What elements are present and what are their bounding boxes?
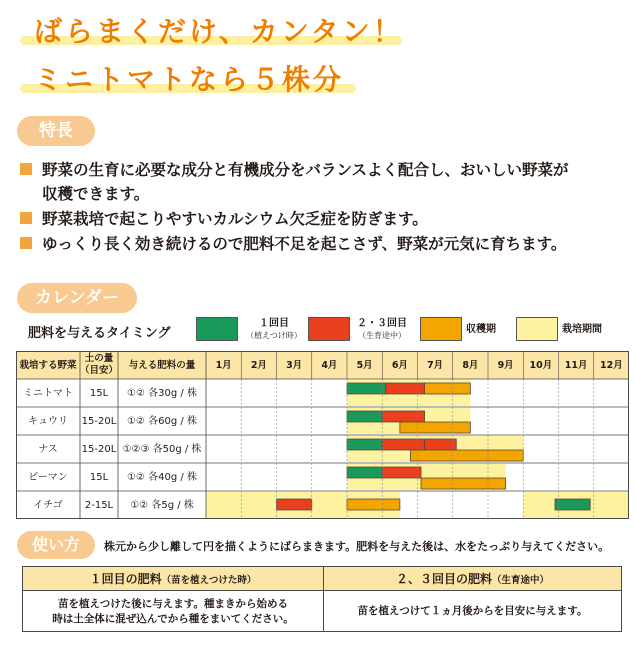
row-soil-1: 15-20L [81,416,117,427]
row-soil-0: 15L [89,388,109,399]
usage-text: 株元から少し離して円を描くようにばらまきます。肥料を与えた後は、水をたっぷり与えてください。 [104,540,610,553]
second-fertilizer-title: ２、３回目の肥料 [395,572,492,586]
bar-second-0-1 [386,383,425,394]
feature-item-2 [20,207,428,231]
first-fertilizer-line-2: 時は土全体に混ぜ込んでから種をまいてください。 [52,612,294,625]
second-fertilizer-header [324,567,621,591]
bar-first-4-2 [555,499,590,510]
legend-label-cultivation: 栽培期間 [562,324,602,335]
feature-1-line-2: 収穫できます。 [42,185,150,203]
header-month-2: 2月 [250,360,267,371]
bar-first-0-0 [347,383,386,394]
legend-label-first [244,318,304,342]
row-crop-0: ミニトマト [23,388,73,399]
header-month-7: 7月 [427,360,444,371]
legend-label-second [352,318,412,342]
headline-line-1: ばらまくだけ、カンタン！ [34,15,404,48]
first-fertilizer-body [23,591,323,632]
bullet-square-icon [20,163,32,175]
row-crop-1: キュウリ [28,416,68,427]
header-month-3: 3月 [286,360,303,371]
feature-1-line-1: 野菜の生育に必要な成分と有機成分をバランスよく配合し、おいしい野菜が [42,161,569,179]
legend-second-sub: （生育途中） [358,331,406,340]
bar-harvest-4-1 [347,499,400,510]
timing-label: 肥料を与えるタイミング [28,326,171,341]
calendar-table [16,351,629,519]
bar-second-2-1 [382,439,424,450]
header-crop: 栽培する野菜 [19,360,77,371]
header-month-9: 9月 [497,360,514,371]
header-month-4: 4月 [321,360,338,371]
first-fertilizer-header [23,567,323,591]
row-crop-4: イチゴ [33,500,63,511]
bar-harvest-2-3 [410,450,523,461]
calendar-title: カレンダー [17,283,137,313]
first-fertilizer-line-1: 苗を植えつけた後に与えます。種まきから始める [58,597,288,610]
row-crop-3: ピーマン [28,472,68,483]
legend-label-harvest: 収穫期 [466,324,496,335]
bullet-square-icon [20,212,32,224]
feature-item-3 [20,232,566,256]
legend-swatch-cultivation [516,317,558,341]
row-fert-4: ①② 各5g / 株 [130,500,194,511]
header-month-11: 11月 [564,360,588,371]
bar-second-2-2 [425,439,457,450]
legend-swatch-harvest [420,317,462,341]
second-fertilizer-body [324,591,621,632]
bar-harvest-1-2 [400,422,471,433]
row-soil-2: 15-20L [81,444,117,455]
row-fert-0: ①② 各30g / 株 [127,388,197,399]
row-soil-3: 15L [89,472,109,483]
header-month-10: 10月 [529,360,553,371]
bar-harvest-0-2 [425,383,471,394]
bar-second-3-1 [382,467,421,478]
features-title: 特長 [17,116,95,146]
first-fertilizer-title: １回目の肥料 [89,572,162,586]
header-fert: 与える肥料の量 [128,360,196,371]
header-month-8: 8月 [462,360,479,371]
bullet-square-icon [20,237,32,249]
feature-3-line-1: ゆっくり長く効き続けるので肥料不足を起こさず、野菜が元気に育ちます。 [42,235,567,253]
second-fertilizer-line-1: 苗を植えつけて１ヵ月後からを目安に与えます。 [357,605,588,617]
row-fert-2: ①②③ 各50g / 株 [122,444,202,455]
header-soil-1: 土の量 [84,353,114,364]
legend-swatch-first [196,317,238,341]
row-fert-3: ①② 各40g / 株 [127,472,197,483]
header-month-5: 5月 [356,360,373,371]
usage-title: 使い方 [17,531,95,559]
bar-first-1-0 [347,411,382,422]
legend-first-label: １回目 [259,318,289,329]
bar-second-4-0 [277,499,312,510]
header-month-6: 6月 [391,360,408,371]
feature-2-line-1: 野菜栽培で起こりやすいカルシウム欠乏症を防ぎます。 [42,210,428,228]
row-crop-2: ナス [38,444,58,455]
row-fert-1: ①② 各60g / 株 [127,416,197,427]
bar-harvest-3-2 [421,478,506,489]
bar-first-2-0 [347,439,382,450]
header-soil-2: （目安） [80,365,119,376]
headline-line-2: ミニトマトなら５株分 [34,63,345,96]
header-month-1: 1月 [215,360,232,371]
legend-swatch-second [308,317,350,341]
bar-first-3-0 [347,467,382,478]
feature-item-1 [20,158,569,206]
legend-first-sub: （植えつけ時） [246,331,302,340]
legend-second-label: ２・３回目 [357,318,407,329]
fertilizer-timing-table [22,566,622,632]
bar-second-1-1 [382,411,424,422]
header-month-12: 12月 [600,360,623,371]
first-fertilizer-sub: （苗を植えつけた時） [161,575,257,586]
second-fertilizer-sub: （生育途中） [492,575,550,586]
row-soil-4: 2-15L [84,500,114,511]
